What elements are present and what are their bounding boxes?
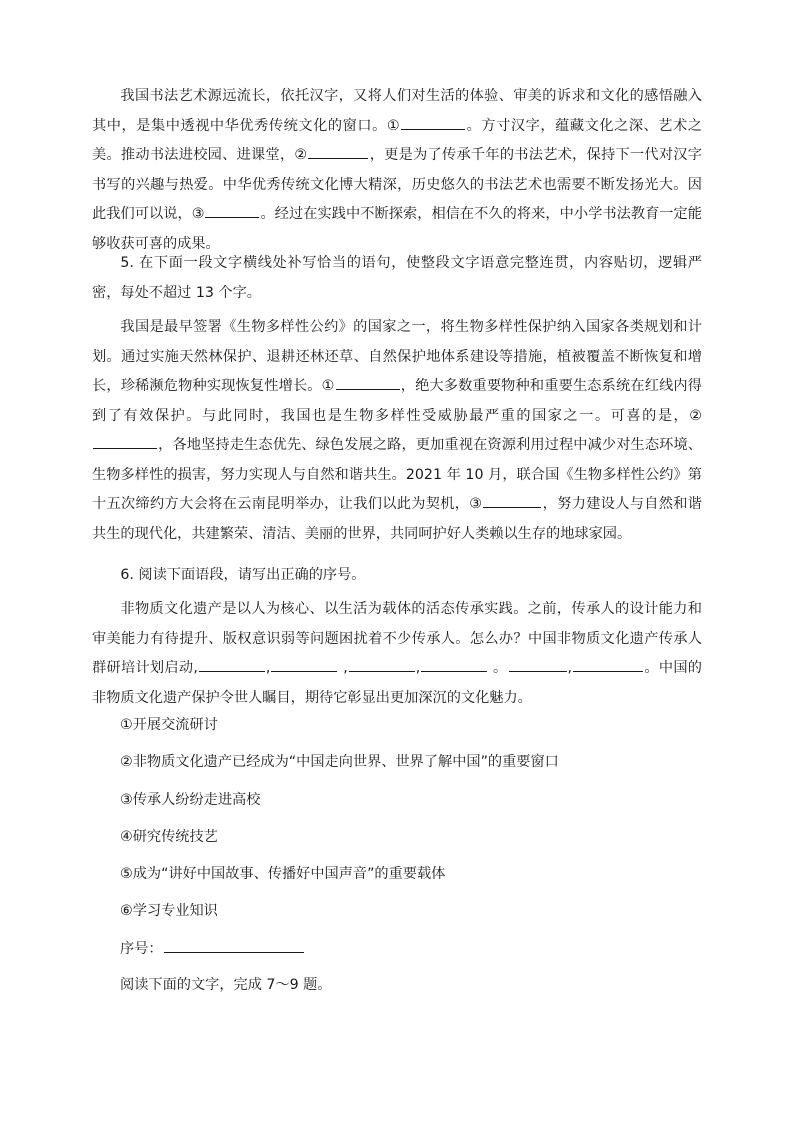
answer-blank-1[interactable] [401, 115, 465, 130]
question-5-passage [92, 313, 702, 549]
option-5: ⑤成为“讲好中国故事、传播好中国声音”的重要载体 [120, 866, 446, 882]
answer-blank-3[interactable] [205, 203, 259, 218]
answer-line [120, 938, 730, 959]
answer-blank-4[interactable] [421, 657, 487, 672]
question-5-stem: 5. 在下面一段文字横线处补写恰当的语句，使整段文字语意完整连贯，内容贴切，逻辑严密，每处不超过 13 个字。 [92, 255, 702, 301]
passage-text: ，努力建设人与自然和谐共生的现代化，共建繁荣、清洁、美丽的世界，共同呵护好人类赖以生存的地球家园。 [92, 496, 702, 542]
answer-label: 序号： [120, 941, 163, 957]
answer-blank-3[interactable] [349, 657, 415, 672]
option-4: ④研究传统技艺 [120, 829, 218, 845]
passage-text: ，更是为了传承千年的书法艺术，保持下一代对汉字书写的兴趣与热爱。中华优秀传统文化博大精深，历史悠久的书法艺术也需要不断发扬光大。因此我们可以说， [92, 147, 702, 222]
answer-blank-2[interactable] [93, 434, 157, 449]
passage-text: 。中国的非物质文化遗产保护令世人瞩目，期待它彰显出更加深沉的文化魅力。 [92, 660, 702, 706]
answer-input[interactable] [164, 938, 304, 953]
question-6-passage: 非物质文化遗产是以人为核心、以生活为载体的活态传承实践。之前，传承人的设计能力和审美能力有待提升、版权意识弱等问题困扰着不少传承人。怎么办？中国非物质文化遗产传承人群研培计划启动, , , , 。 , 。中国的非物质文化遗产保护令世人瞩目，期待它彰显出更加深沉的文化魅力。 [92, 601, 702, 706]
option-6: ⑥学习专业知识 [120, 903, 218, 919]
answer-blank-2[interactable] [271, 657, 337, 672]
passage-text: 非物质文化遗产是以人为核心、以生活为载体的活态传承实践。之前，传承人的设计能力和审美能力有待提升、版权意识弱等问题困扰着不少传承人。怎么办？中国非物质文化遗产传承人群研培计划启动, [92, 601, 702, 676]
option-1: ①开展交流研讨 [120, 717, 218, 733]
option-2: ②非物质文化遗产已经成为“中国走向世界、世界了解中国”的重要窗口 [120, 754, 559, 770]
passage-text: 我国是最早签署《生物多样性公约》的国家之一，将生物多样性保护纳入国家各类规划和计划。通过实施天然林保护、退耕还林还草、自然保护地体系建设等措施，植被覆盖不断恢复和增长，珍稀濒危物种实现恢复性增长。 [92, 319, 702, 394]
blank-number: ② [294, 147, 308, 163]
answer-blank-6[interactable] [573, 657, 643, 672]
answer-blank-1[interactable] [199, 657, 265, 672]
passage-calligraphy [92, 82, 702, 259]
passage-text: ，各地坚持走生态优先、绿色发展之路，更加重视在资源利用过程中减少对生态环境、生物多样性的损害，努力实现人与自然和谐共生。2021 年 10 月，联合国《生物多样性公约》第十五次缔约方大会将在云南昆明举办，让我们以此为契机， [92, 437, 702, 512]
answer-blank-1[interactable] [336, 375, 400, 390]
passage-text: 。经过在实践中不断探索，相信在不久的将来，中小学书法教育一定能够收获可喜的成果。 [92, 206, 702, 252]
passage-text: ，绝大多数重要物种和重要生态系统在红线内得到了有效保护。与此同时，我国也是生物多样性受威胁最严重的国家之一。可喜的是， [92, 378, 702, 424]
footer-instruction: 阅读下面的文字，完成 7～9 题。 [120, 977, 332, 993]
blank-number: ② [689, 407, 702, 424]
blank-number: ③ [191, 206, 205, 222]
question-6-stem: 6. 阅读下面语段，请写出正确的序号。 [120, 567, 366, 583]
answer-blank-3[interactable] [483, 493, 541, 508]
blank-number: ① [321, 378, 335, 394]
option-3: ③传承人纷纷走进高校 [120, 792, 261, 808]
passage-text: 。方寸汉字，蕴藏文化之深、艺术之美。推动书法进校园、进课堂， [92, 117, 702, 163]
answer-blank-5[interactable] [509, 657, 567, 672]
blank-number: ③ [469, 496, 483, 512]
answer-blank-2[interactable] [308, 144, 368, 159]
blank-number: ① [386, 117, 401, 134]
passage-text: 我国书法艺术源远流长，依托汉字，又将人们对生活的体验、审美的诉求和文化的感悟融入其中，是集中透视中华优秀传统文化的窗口。 [92, 88, 702, 134]
